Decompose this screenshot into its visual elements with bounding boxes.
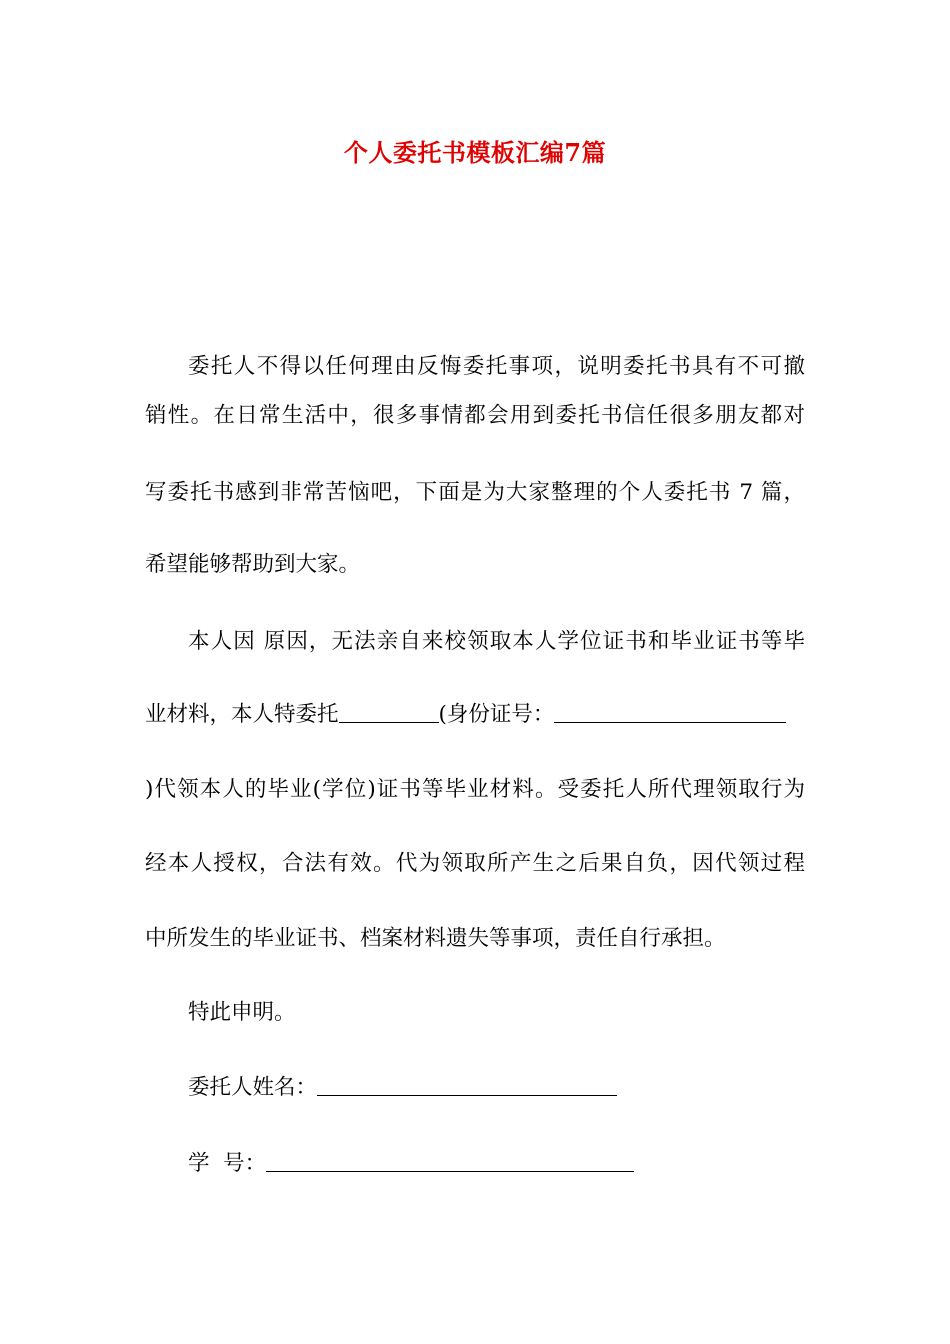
body-line-2-text-b: (身份证号： xyxy=(438,702,555,727)
entrustor-name-blank[interactable] xyxy=(317,1073,617,1096)
body-line-4: 经本人授权，合法有效。代为领取所产生之后果自负，因代领过程 xyxy=(145,851,805,876)
intro-line-1: 委托人不得以任何理由反悔委托事项，说明委托书具有不可撤 xyxy=(188,354,805,379)
body-line-2 xyxy=(145,700,786,730)
entrustor-name-label: 委托人姓名： xyxy=(188,1075,318,1100)
intro-line-4: 希望能够帮助到大家。 xyxy=(145,552,361,577)
intro-line-2: 销性。在日常生活中，很多事情都会用到委托书信任很多朋友都对 xyxy=(145,403,805,428)
intro-line-3: 写委托书感到非常苦恼吧，下面是为大家整理的个人委托书 7 篇， xyxy=(145,480,805,505)
body-line-5: 中所发生的毕业证书、档案材料遗失等事项，责任自行承担。 xyxy=(145,926,726,951)
student-id-field xyxy=(188,1149,634,1179)
entrustee-name-blank[interactable] xyxy=(339,700,439,723)
student-id-label: 学 号： xyxy=(188,1151,267,1176)
document-title: 个人委托书模板汇编7篇 xyxy=(343,138,607,167)
body-line-3: )代领本人的毕业(学位)证书等毕业材料。受委托人所代理领取行为 xyxy=(145,777,805,802)
student-id-blank[interactable] xyxy=(266,1149,634,1172)
body-line-1: 本人因 原因，无法亲自来校领取本人学位证书和毕业证书等毕 xyxy=(188,629,805,654)
declaration: 特此申明。 xyxy=(188,1000,296,1025)
entrustor-name-field xyxy=(188,1073,617,1103)
body-line-2-text-a: 业材料，本人特委托 xyxy=(145,702,339,727)
id-number-blank[interactable] xyxy=(554,700,786,723)
